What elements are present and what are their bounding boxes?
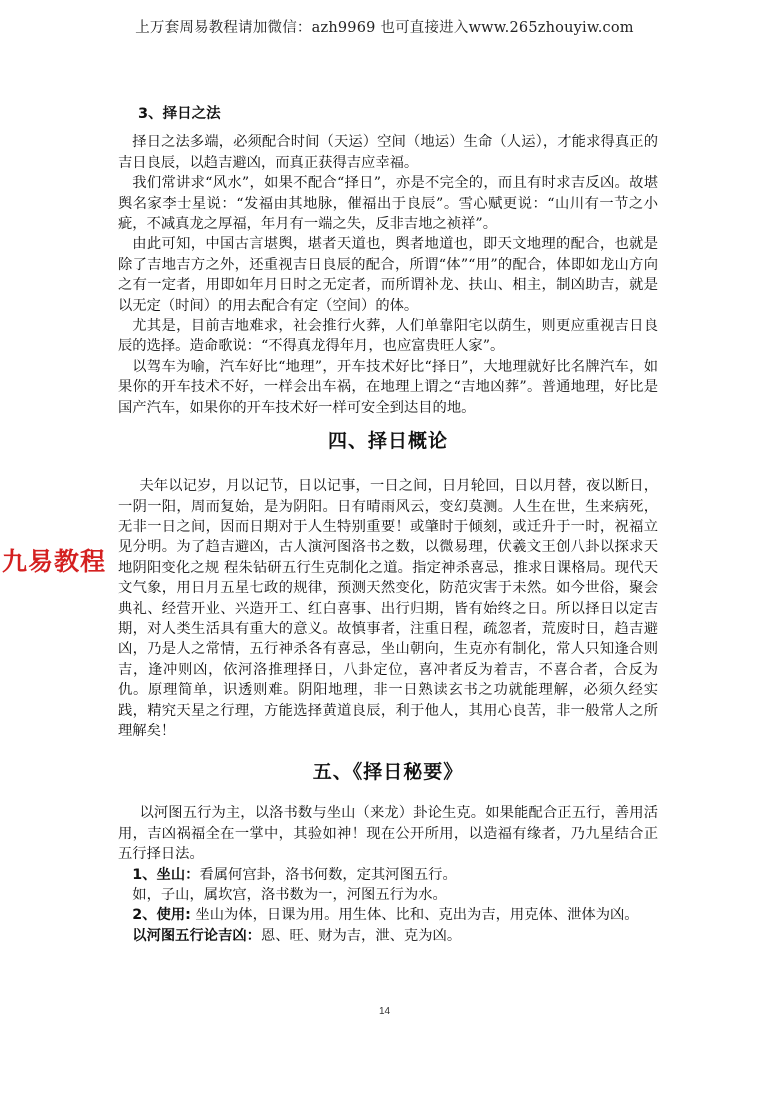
section-3-paragraph-5: 以驾车为喻，汽车好比“地理”，开车技术好比“择日”，大地理就好比名牌汽车，如果你的开车技术不好，一样会出车祸，在地理上谓之“吉地凶葬”。普通地理，好比是国产汽车，如果你的开车技术好一样可安全到达目的地。 xyxy=(118,358,658,416)
section-5-item-1 xyxy=(118,865,658,885)
section-5-heading: 五、《择日秘要》 xyxy=(312,761,464,784)
section-5-item-3 xyxy=(118,926,658,946)
section-3-paragraph-2: 我们常讲求“风水”，如果不配合“择日”，亦是不完全的，而且有时求吉反凶。故堪舆名家李士星说：“发福由其地脉，催福出于良辰”。雪心赋更说：“山川有一节之小疵，不减真龙之厚福，年月有一端之失，反非吉地之祯祥”。 xyxy=(118,175,658,233)
page-number: 14 xyxy=(378,1006,391,1017)
item-3-text: 恩、旺、财为吉，泄、克为凶。 xyxy=(260,927,462,944)
item-2-text: 坐山为体，日课为用。用生体、比和、克出为吉，用克体、泄体为凶。 xyxy=(190,907,639,924)
section-5-intro: 以河图五行为主，以洛书数与坐山（来龙）卦论生克。如果能配合正五行，善用活用，吉凶祸福全在一掌中，其验如神！现在公开所用，以造福有缘者，乃九星结合正五行择日法。 xyxy=(118,805,658,863)
section-5-item-1-example: 如，子山，属坎宫，洛书数为一，河图五行为水。 xyxy=(132,887,447,903)
item-3-label: 以河图五行论吉凶： xyxy=(132,927,261,944)
watermark-logo: 九易教程 xyxy=(2,547,107,576)
section-4-paragraph: 夫年以记岁，月以记节，日以记事，一日之间，日月轮回，日以月替，夜以断日，一阴一阳，周而复始，是为阴阳。日有晴雨风云，变幻莫测。人生在世，生来病死，无非一日之间，因而日期对于人生特别重要！或肇时于倾刻，或迁升于一时，祝福立见分明。为了趋吉避凶，古人演河图洛书之数，以微易理，伏羲文王创八卦以探求天地阴阳变化之规 程朱钻研五行生克制化之道。指定神杀喜忌，推求日课格局。现代天文气象，用日月五星七政的规律，预测天然变化，防范灾害于未然。如今世俗，聚会典礼、经营开业、兴造开工、红白喜事、出行归期，皆有始终之日。所以择日以定吉期，对人类生活具有重大的意义。故慎事者，注重日程，疏忽者，荒废时日，趋吉避凶，乃是人之常情，五行神杀各有喜忌，坐山朝向，生克亦有制化，常人只知逢合则吉，逢冲则凶，依河洛推理择日，八卦定位，喜冲者反为着吉，不喜合者，合反为仇。原理简单，识透则难。阴阳地理，非一日熟读玄书之功就能理解，必须久经实践，精究天星之行理，方能选择黄道良辰，利于他人，其用心良苦，非一般常人之所理解矣！ xyxy=(118,478,658,739)
item-1-label: 1、坐山： xyxy=(132,866,200,883)
section-4-heading: 四、择日概论 xyxy=(327,430,448,453)
section-5-item-2 xyxy=(118,905,658,925)
section-3-paragraph-3: 由此可知，中国古言堪舆，堪者天道也，舆者地道也，即天文地理的配合，也就是除了吉地吉方之外，还重视吉日良辰的配合，所谓“体”“用”的配合，体即如龙山方向之有一定者，用即如年月日时之无定者，而所谓补龙、扶山、相主，制凶助吉，就是以无定（时间）的用去配合有定（空间）的体。 xyxy=(118,236,658,314)
item-1-text: 看属何宫卦，洛书何数，定其河图五行。 xyxy=(199,866,457,883)
item-2-label: 2、使用: xyxy=(132,907,191,924)
document-body xyxy=(118,104,658,946)
page-header: 上万套周易教程请加微信：azh9969 也可直接进入www.265zhouyiw.com xyxy=(135,20,634,36)
section-3-title: 3、择日之法 xyxy=(138,106,221,122)
section-3-paragraph-4: 尤其是，目前吉地难求，社会推行火葬，人们单靠阳宅以荫生，则更应重视吉日良辰的选择。造命歌说：“不得真龙得年月，也应富贵旺人家”。 xyxy=(118,318,658,355)
section-3-paragraph-1: 择日之法多端，必须配合时间（天运）空间（地运）生命（人运），才能求得真正的吉日良辰，以趋吉避凶，而真正获得吉应幸福。 xyxy=(118,134,658,171)
